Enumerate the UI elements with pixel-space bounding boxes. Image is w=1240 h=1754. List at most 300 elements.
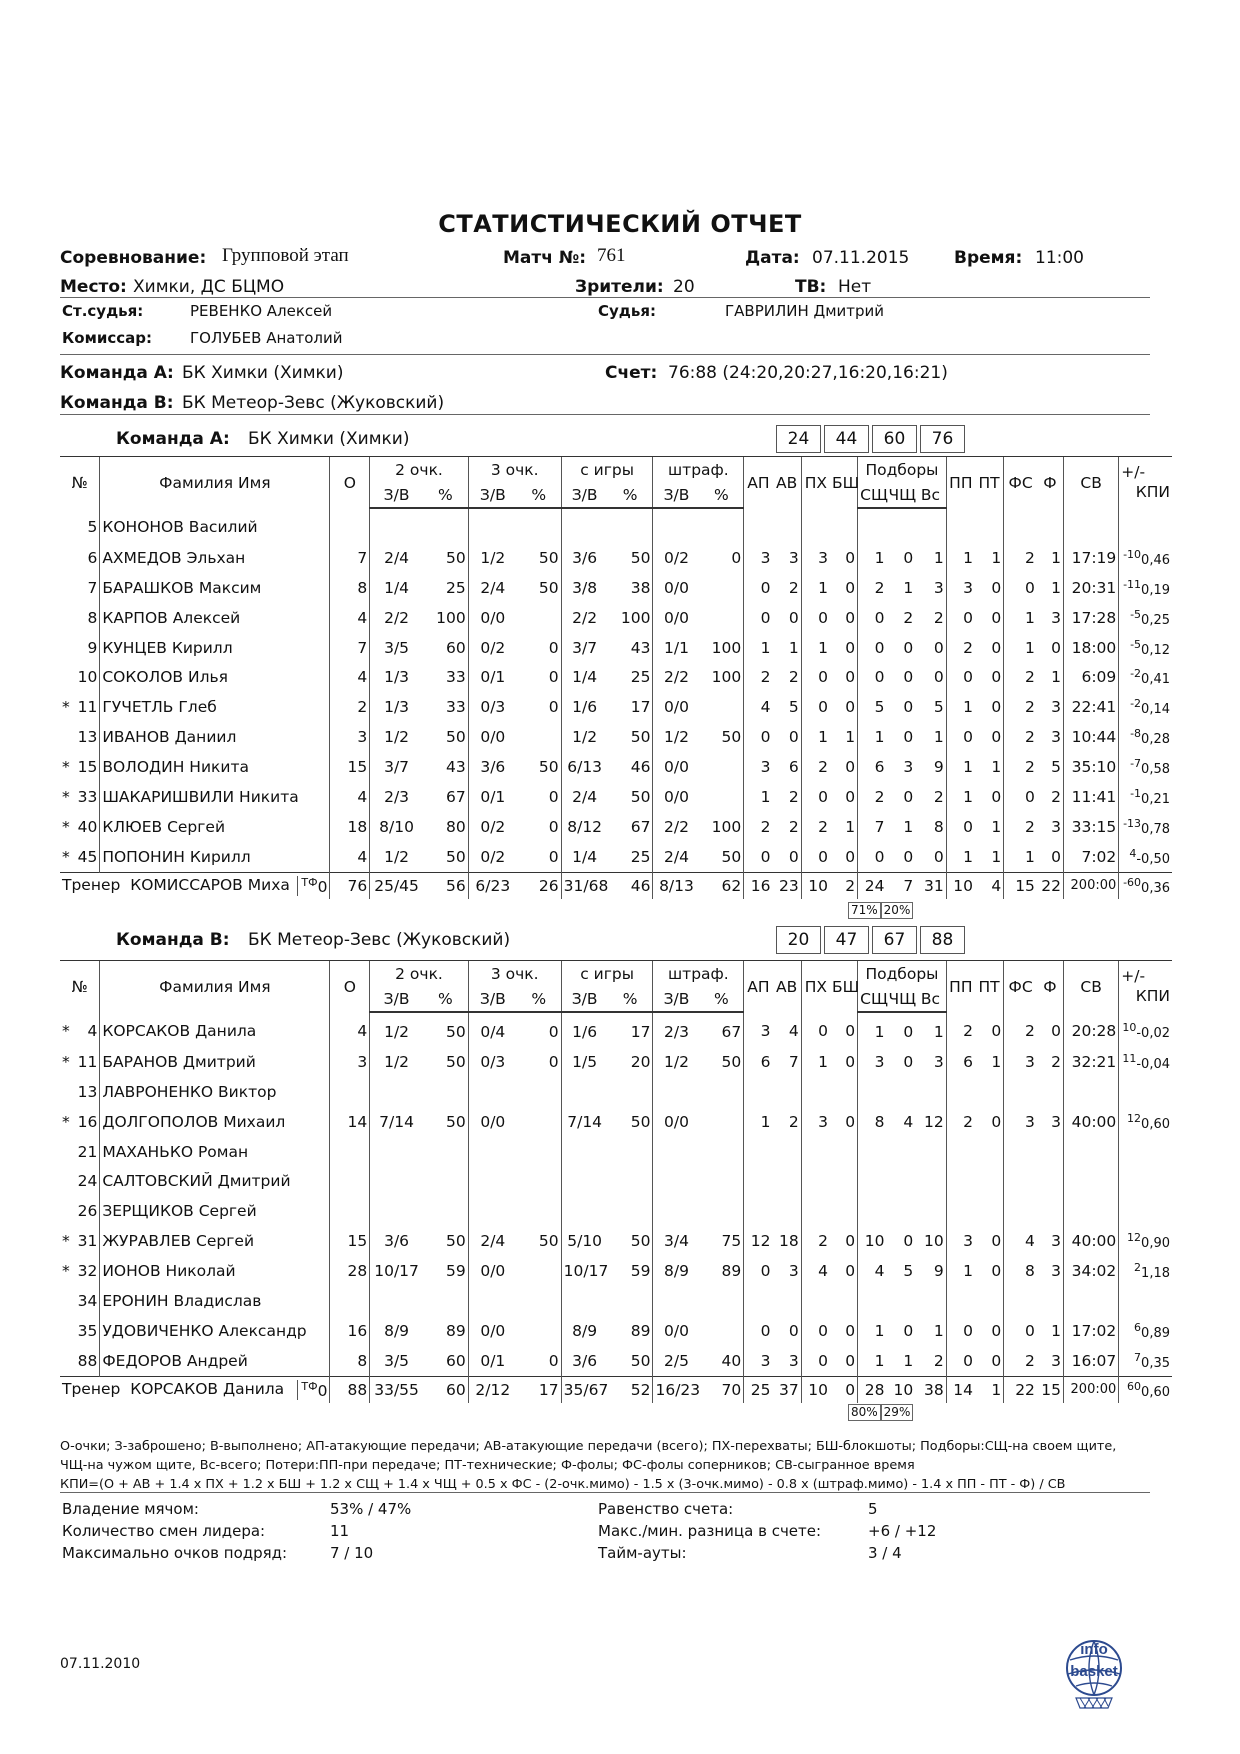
tv-value: Нет bbox=[838, 277, 872, 297]
header-divider-2 bbox=[60, 354, 1150, 355]
stat-fgp bbox=[608, 1196, 653, 1226]
stat-stl: 1 bbox=[801, 1047, 830, 1077]
plus-minus-kpi bbox=[1119, 633, 1172, 663]
starter-mark: * bbox=[62, 1112, 70, 1131]
stat-ast bbox=[744, 1196, 773, 1226]
plus-minus: 2 bbox=[1134, 1261, 1142, 1275]
stat-pts bbox=[330, 1286, 370, 1316]
total-tp: 14 bbox=[946, 1376, 975, 1403]
stat-ava: 0 bbox=[788, 728, 799, 747]
stat-min bbox=[1063, 1196, 1118, 1226]
player-number-cell bbox=[60, 842, 100, 872]
stat-ava: 0 bbox=[788, 608, 799, 627]
stat-pf bbox=[1037, 1166, 1064, 1196]
stat-p3 bbox=[468, 1196, 517, 1226]
date-label: Дата: bbox=[745, 248, 800, 268]
plus-minus-kpi bbox=[1119, 1226, 1172, 1256]
stat-tp: 2 bbox=[946, 633, 975, 663]
column-header: 2 очк. bbox=[370, 457, 468, 483]
timeouts-label: Тайм-ауты: bbox=[598, 1544, 687, 1562]
stat-tt: 0 bbox=[991, 1232, 1002, 1251]
player-row bbox=[60, 752, 1172, 782]
stat-p2: 1/2 bbox=[370, 842, 423, 872]
stat-ft: 3/4 bbox=[653, 1226, 699, 1256]
column-header: % bbox=[699, 986, 743, 1012]
player-row bbox=[60, 1316, 1172, 1346]
stat-p2: 1/2 bbox=[370, 722, 423, 752]
stat-fg: 1/4 bbox=[561, 842, 607, 872]
coach-cell bbox=[60, 872, 330, 899]
stat-p2: 3/6 bbox=[370, 1226, 423, 1256]
stat-pts: 7 bbox=[330, 633, 370, 663]
stat-fd: 2 bbox=[1004, 1346, 1037, 1376]
stat-fg: 3/8 bbox=[561, 573, 607, 603]
player-number-cell bbox=[60, 1107, 100, 1137]
ties-label: Равенство счета: bbox=[598, 1500, 734, 1518]
stat-fd: 2 bbox=[1004, 812, 1037, 842]
stat-ro: 0 bbox=[903, 847, 914, 866]
stat-p2 bbox=[370, 1196, 423, 1226]
team-b-label: Команда В: bbox=[60, 393, 174, 413]
plus-minus-kpi bbox=[1119, 1047, 1172, 1077]
plus-minus: 10 bbox=[1122, 1021, 1137, 1035]
stat-ast: 2 bbox=[744, 812, 773, 842]
total-rd: 28 bbox=[858, 1376, 887, 1403]
stat-pts bbox=[330, 1166, 370, 1196]
column-header: Подборы bbox=[858, 961, 947, 987]
stat-ft: 2/5 bbox=[653, 1346, 699, 1376]
stat-tp bbox=[946, 1286, 975, 1316]
kpi: 0,46 bbox=[1141, 552, 1170, 568]
stat-pf: 3 bbox=[1051, 1232, 1061, 1251]
stat-rt: 1 bbox=[933, 548, 944, 567]
stat-fgp bbox=[608, 1166, 653, 1196]
competition-value: Групповой этап bbox=[222, 245, 349, 266]
pm-header: +/- bbox=[1121, 462, 1146, 481]
plus-minus-kpi bbox=[1119, 508, 1172, 543]
player-name: ВОЛОДИН Никита bbox=[100, 752, 330, 782]
stat-tt: 1 bbox=[991, 847, 1002, 866]
lead-changes-label: Количество смен лидера: bbox=[62, 1522, 266, 1540]
stat-tt: 0 bbox=[991, 698, 1002, 717]
player-row bbox=[60, 692, 1172, 722]
player-number: 13 bbox=[77, 1082, 98, 1101]
stat-rt: 1 bbox=[933, 1321, 944, 1340]
player-number: 33 bbox=[77, 787, 98, 806]
stat-pf: 1 bbox=[1051, 668, 1061, 687]
stat-rd bbox=[858, 1077, 887, 1107]
player-number: 35 bbox=[77, 1321, 98, 1340]
stat-fgp: 25 bbox=[630, 847, 651, 866]
stat-min: 32:21 bbox=[1063, 1047, 1118, 1077]
plus-minus-kpi bbox=[1119, 842, 1172, 872]
score-value: 76:88 (24:20,20:27,16:20,16:21) bbox=[668, 363, 948, 383]
stat-min: 17:19 bbox=[1063, 543, 1118, 573]
player-number-cell bbox=[60, 1012, 100, 1047]
player-row bbox=[60, 1107, 1172, 1137]
plus-minus-kpi bbox=[1119, 1286, 1172, 1316]
stat-p3p: 50 bbox=[538, 578, 559, 597]
stat-ast: 0 bbox=[744, 1256, 773, 1286]
stat-tt: 1 bbox=[991, 817, 1002, 836]
stat-fg: 8/9 bbox=[561, 1316, 607, 1346]
stat-ast bbox=[744, 1077, 773, 1107]
total-ast: 16 bbox=[744, 872, 773, 899]
coach-label: Тренер bbox=[62, 1379, 121, 1398]
stat-blk: 0 bbox=[845, 1232, 856, 1251]
ties-value: 5 bbox=[868, 1500, 878, 1518]
column-header: БШ bbox=[830, 961, 858, 1013]
kpi: 0,28 bbox=[1141, 732, 1170, 748]
stat-fd: 8 bbox=[1004, 1256, 1037, 1286]
stat-ftp bbox=[699, 1286, 743, 1316]
player-row bbox=[60, 543, 1172, 573]
stat-pts: 4 bbox=[330, 782, 370, 812]
stat-ast: 0 bbox=[744, 573, 773, 603]
player-row bbox=[60, 1166, 1172, 1196]
stat-rt: 5 bbox=[933, 698, 944, 717]
plus-minus: 60 bbox=[1127, 1379, 1142, 1393]
stat-ro: 0 bbox=[903, 728, 914, 747]
stat-blk: 1 bbox=[845, 817, 856, 836]
player-name: КОРСАКОВ Данила bbox=[100, 1012, 330, 1047]
stat-tp: 1 bbox=[946, 692, 975, 722]
stat-pf: 0 bbox=[1051, 1022, 1061, 1041]
player-number: 21 bbox=[77, 1142, 98, 1161]
column-header: З/В bbox=[468, 482, 517, 508]
stat-pts bbox=[330, 1196, 370, 1226]
stat-p3p: 0 bbox=[548, 668, 559, 687]
stat-ft: 1/2 bbox=[653, 1047, 699, 1077]
stat-pts: 15 bbox=[330, 1226, 370, 1256]
stat-tt: 1 bbox=[991, 758, 1002, 777]
total-p3p: 17 bbox=[517, 1376, 561, 1403]
timeouts-value: 3 / 4 bbox=[868, 1544, 902, 1562]
kpi: 0,36 bbox=[1141, 880, 1170, 896]
stat-tp: 1 bbox=[946, 1256, 975, 1286]
stat-min bbox=[1063, 1166, 1118, 1196]
player-row bbox=[60, 662, 1172, 692]
infobasket-logo bbox=[1062, 1632, 1126, 1712]
player-name: САЛТОВСКИЙ Дмитрий bbox=[100, 1166, 330, 1196]
stat-tp: 6 bbox=[946, 1047, 975, 1077]
stat-fd bbox=[1004, 1286, 1037, 1316]
stat-pts: 4 bbox=[330, 662, 370, 692]
stat-ro: 2 bbox=[903, 608, 914, 627]
stat-ava bbox=[772, 1286, 801, 1316]
player-name: ЖУРАВЛЕВ Сергей bbox=[100, 1226, 330, 1256]
stat-rd: 5 bbox=[858, 692, 887, 722]
stat-ro bbox=[886, 1137, 915, 1167]
stat-ft bbox=[653, 508, 699, 543]
column-header: Подборы bbox=[858, 457, 947, 483]
plus-minus-kpi bbox=[1119, 752, 1172, 782]
total-blk: 2 bbox=[830, 872, 858, 899]
kpi-header: КПИ bbox=[1135, 986, 1170, 1005]
stat-fg bbox=[561, 1286, 607, 1316]
stat-pf: 3 bbox=[1051, 1351, 1061, 1370]
stat-fg bbox=[561, 1137, 607, 1167]
stat-p3: 0/2 bbox=[468, 812, 517, 842]
footer-date: 07.11.2010 bbox=[60, 1656, 141, 1672]
stat-p3: 2/4 bbox=[468, 1226, 517, 1256]
column-header: % bbox=[608, 986, 653, 1012]
stat-tp bbox=[946, 508, 975, 543]
plus-minus: -7 bbox=[1130, 757, 1142, 771]
player-name: КАРПОВ Алексей bbox=[100, 603, 330, 633]
column-header: СЩ bbox=[858, 986, 887, 1012]
plus-minus-kpi bbox=[1119, 1137, 1172, 1167]
stat-p3: 0/0 bbox=[468, 1256, 517, 1286]
stat-p3p bbox=[517, 1077, 561, 1107]
stat-ro: 0 bbox=[903, 698, 914, 717]
stat-fd: 1 bbox=[1004, 603, 1037, 633]
stat-min: 20:28 bbox=[1063, 1012, 1118, 1047]
match-label: Матч №: bbox=[503, 248, 587, 268]
plus-minus: -13 bbox=[1123, 816, 1142, 830]
stat-p3 bbox=[468, 1286, 517, 1316]
stat-ft: 0/2 bbox=[653, 543, 699, 573]
stat-rt: 12 bbox=[923, 1112, 944, 1131]
stat-tp: 0 bbox=[946, 662, 975, 692]
player-row bbox=[60, 1077, 1172, 1107]
total-p3: 2/12 bbox=[468, 1376, 517, 1403]
stat-rd: 3 bbox=[858, 1047, 887, 1077]
stat-rd bbox=[858, 1137, 887, 1167]
stat-pf bbox=[1037, 1077, 1064, 1107]
stat-fgp: 25 bbox=[630, 668, 651, 687]
stat-ava: 18 bbox=[779, 1232, 799, 1251]
plus-minus-kpi bbox=[1119, 603, 1172, 633]
stat-pf: 3 bbox=[1051, 728, 1061, 747]
stat-pts: 3 bbox=[330, 722, 370, 752]
stat-blk bbox=[830, 1196, 858, 1226]
kpi: 0,21 bbox=[1141, 791, 1170, 807]
stat-ava: 2 bbox=[788, 787, 799, 806]
stat-pf: 2 bbox=[1051, 787, 1061, 806]
stat-tt bbox=[975, 1166, 1004, 1196]
stat-ava: 3 bbox=[788, 1351, 799, 1370]
stat-pts bbox=[330, 508, 370, 543]
player-number-cell bbox=[60, 1137, 100, 1167]
stat-p2p: 80 bbox=[446, 817, 466, 836]
stat-p2p: 33 bbox=[446, 698, 466, 717]
stat-ava: 1 bbox=[788, 638, 799, 657]
column-header: % bbox=[608, 482, 653, 508]
stat-fd: 1 bbox=[1004, 633, 1037, 663]
reb-def-pct: 71% bbox=[848, 902, 881, 919]
stat-ft: 2/2 bbox=[653, 812, 699, 842]
stat-pts: 3 bbox=[330, 1047, 370, 1077]
stat-ftp bbox=[699, 603, 743, 633]
column-header: АВ bbox=[772, 457, 801, 509]
team-a-section-name: БК Химки (Химки) bbox=[248, 429, 410, 449]
stat-fd: 2 bbox=[1004, 692, 1037, 722]
player-name: ЕРОНИН Владислав bbox=[100, 1286, 330, 1316]
stat-fg: 2/2 bbox=[561, 603, 607, 633]
max-run-value: 7 / 10 bbox=[330, 1544, 374, 1562]
stat-p3: 0/3 bbox=[468, 692, 517, 722]
column-header: З/В bbox=[561, 482, 607, 508]
stat-p2: 2/3 bbox=[370, 782, 423, 812]
score-label: Счет: bbox=[605, 363, 658, 383]
stat-tt bbox=[975, 1077, 1004, 1107]
quarter-score: 88 bbox=[920, 926, 965, 954]
column-header: штраф. bbox=[653, 961, 744, 987]
player-number-cell bbox=[60, 633, 100, 663]
stat-p3 bbox=[468, 1137, 517, 1167]
starter-mark: * bbox=[62, 787, 70, 806]
stat-fd: 2 bbox=[1004, 662, 1037, 692]
column-header: Вс bbox=[915, 482, 946, 508]
stat-blk: 0 bbox=[845, 608, 856, 627]
player-number: 11 bbox=[77, 1052, 98, 1071]
legend-divider bbox=[60, 1492, 1150, 1493]
stat-p2p: 43 bbox=[446, 758, 466, 777]
player-name: БАРАНОВ Дмитрий bbox=[100, 1047, 330, 1077]
stat-pts: 4 bbox=[330, 603, 370, 633]
stat-tp: 3 bbox=[946, 1226, 975, 1256]
time-label: Время: bbox=[954, 248, 1023, 268]
place-value: Химки, ДС БЦМО bbox=[133, 277, 285, 297]
player-number: 16 bbox=[77, 1112, 98, 1131]
stat-fg: 2/4 bbox=[561, 782, 607, 812]
total-p2p: 60 bbox=[423, 1376, 468, 1403]
stat-fg: 1/6 bbox=[561, 692, 607, 722]
stat-p3: 0/0 bbox=[468, 1107, 517, 1137]
stat-rd: 10 bbox=[858, 1226, 887, 1256]
chief-referee-label: Ст.судья: bbox=[62, 302, 144, 320]
stat-fd bbox=[1004, 1166, 1037, 1196]
stat-p2: 8/9 bbox=[370, 1316, 423, 1346]
header-divider bbox=[60, 297, 1150, 298]
stat-ro: 1 bbox=[903, 1351, 914, 1370]
stat-ft bbox=[653, 1077, 699, 1107]
stat-stl: 2 bbox=[801, 752, 830, 782]
stat-ftp: 50 bbox=[721, 1052, 742, 1071]
legend-line: КПИ=(О + АВ + 1.4 х ПХ + 1.2 х БШ + 1.2 х СЩ + 1.4 х ЧЩ + 0.5 х ФС - (2-очк.мимо) - 1.5 х (3-очк.мимо) - 0.8 х (штраф.мимо) - 1.4 х ПП - ПТ - Ф) / СВ bbox=[60, 1477, 1066, 1492]
column-header: О bbox=[330, 961, 370, 1013]
stat-min: 20:31 bbox=[1063, 573, 1118, 603]
stat-pts bbox=[330, 1137, 370, 1167]
max-run-label: Максимально очков подряд: bbox=[62, 1544, 288, 1562]
total-pf: 15 bbox=[1037, 1376, 1064, 1403]
stat-pf: 5 bbox=[1051, 758, 1061, 777]
referee-value: ГАВРИЛИН Дмитрий bbox=[725, 302, 885, 320]
pm-header: +/- bbox=[1121, 966, 1146, 985]
stat-p2: 1/3 bbox=[370, 662, 423, 692]
player-number-cell bbox=[60, 752, 100, 782]
stat-ftp bbox=[699, 1107, 743, 1137]
starter-mark: * bbox=[62, 1052, 70, 1071]
column-header: Вс bbox=[915, 986, 946, 1012]
stat-rd: 0 bbox=[858, 603, 887, 633]
team-b-stats-table bbox=[60, 960, 1172, 1403]
stat-stl: 0 bbox=[801, 1316, 830, 1346]
stat-pts: 2 bbox=[330, 692, 370, 722]
stat-blk: 0 bbox=[845, 847, 856, 866]
stat-fgp: 50 bbox=[630, 548, 651, 567]
stat-fd: 1 bbox=[1004, 842, 1037, 872]
player-number-cell bbox=[60, 782, 100, 812]
stat-ftp: 40 bbox=[721, 1351, 742, 1370]
player-number: 32 bbox=[77, 1262, 98, 1281]
column-header: % bbox=[699, 482, 743, 508]
player-number-cell bbox=[60, 1196, 100, 1226]
stat-p2 bbox=[370, 1137, 423, 1167]
plus-minus: -60 bbox=[1123, 875, 1142, 889]
stat-p3p: 0 bbox=[548, 1022, 559, 1041]
stat-ast: 1 bbox=[744, 782, 773, 812]
total-min: 200:00 bbox=[1063, 1376, 1118, 1403]
total-plus-minus-kpi bbox=[1119, 872, 1172, 899]
kpi: 1,18 bbox=[1141, 1266, 1170, 1282]
team-totals-row bbox=[60, 1376, 1172, 1403]
spectators-label: Зрители: bbox=[575, 277, 664, 297]
plus-minus: -11 bbox=[1123, 577, 1142, 591]
stat-tp bbox=[946, 1137, 975, 1167]
player-name: ИВАНОВ Даниил bbox=[100, 722, 330, 752]
plus-minus-kpi bbox=[1119, 1012, 1172, 1047]
stat-ro: 0 bbox=[903, 668, 914, 687]
player-number-cell bbox=[60, 1047, 100, 1077]
stat-ro: 0 bbox=[903, 1052, 914, 1071]
team-b-rebound-pct bbox=[848, 1404, 913, 1421]
column-header: с игры bbox=[561, 961, 653, 987]
player-number: 31 bbox=[77, 1232, 98, 1251]
total-blk: 0 bbox=[830, 1376, 858, 1403]
stat-min: 18:00 bbox=[1063, 633, 1118, 663]
player-name: ДОЛГОПОЛОВ Михаил bbox=[100, 1107, 330, 1137]
kpi: 0,12 bbox=[1141, 642, 1170, 658]
stat-rt bbox=[915, 1286, 946, 1316]
stat-fd bbox=[1004, 1077, 1037, 1107]
stat-p3p: 0 bbox=[548, 698, 559, 717]
player-number-cell bbox=[60, 573, 100, 603]
stat-ro: 4 bbox=[903, 1112, 914, 1131]
player-row bbox=[60, 1047, 1172, 1077]
column-header: ПТ bbox=[975, 457, 1004, 509]
stat-ro bbox=[886, 1196, 915, 1226]
column-header bbox=[1119, 961, 1172, 1013]
stat-rd: 1 bbox=[858, 543, 887, 573]
stat-ava: 0 bbox=[788, 847, 799, 866]
stat-p2: 1/2 bbox=[370, 1012, 423, 1047]
column-header: Фамилия Имя bbox=[100, 961, 330, 1013]
plus-minus-kpi bbox=[1119, 812, 1172, 842]
stat-stl: 0 bbox=[801, 662, 830, 692]
stat-fd: 2 bbox=[1004, 752, 1037, 782]
stat-ftp bbox=[699, 508, 743, 543]
legend bbox=[60, 1437, 1160, 1494]
stat-rt bbox=[915, 1196, 946, 1226]
stat-fgp bbox=[608, 1077, 653, 1107]
plus-minus-kpi bbox=[1119, 1196, 1172, 1226]
plus-minus: -10 bbox=[1123, 547, 1142, 561]
column-header: ЧЩ bbox=[886, 482, 915, 508]
stat-p3p: 0 bbox=[548, 1351, 559, 1370]
stat-ft: 2/2 bbox=[653, 662, 699, 692]
stat-ro bbox=[886, 1077, 915, 1107]
total-pts: 88 bbox=[330, 1376, 370, 1403]
player-number: 8 bbox=[87, 608, 98, 627]
player-row bbox=[60, 1137, 1172, 1167]
stat-tp bbox=[946, 1196, 975, 1226]
stat-pts: 16 bbox=[330, 1316, 370, 1346]
time-value: 11:00 bbox=[1035, 248, 1084, 268]
coach-cell bbox=[60, 1376, 330, 1403]
stat-stl: 1 bbox=[801, 573, 830, 603]
